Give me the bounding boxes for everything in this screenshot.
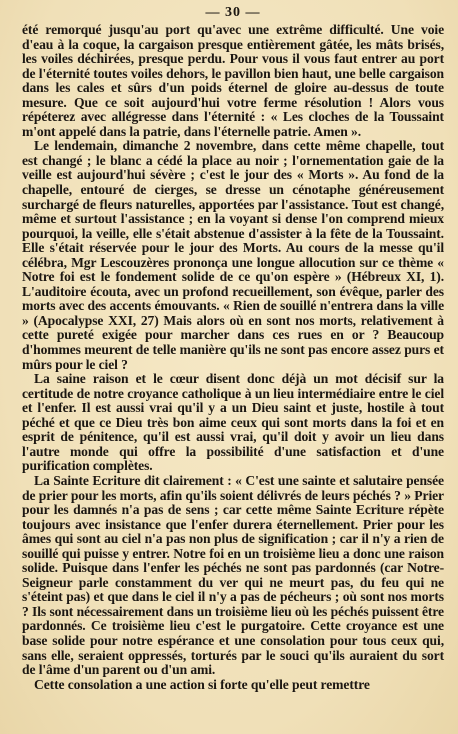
page-number: — 30 — — [205, 5, 261, 20]
paragraph-lendemain: Le lendemain, dimanche 2 novembre, dans cette même chapelle, tout est changé ; le blanc a cédé la place au noir ; l'ornementation gaie de la veille est aujourd'hui sévère ; c'est le jour des « Morts ». Au fond de la chapelle, entouré de cierges, se dresse un cénotaphe généreusement surchargé de fleurs naturelles, apportées par l'assistance. Tout est changé, même et surtout l'assistance ; en la voyant si dense l'on comprend mieux pourquoi, la veille, elle s'était abstenue d'assister à la fête de la Toussaint. Elle s'était réservée pour le jour des Morts. Au cours de la messe qu'il célébra, Mgr Lescouzères prononça une longue allocution sur ce thème « Notre foi est le fondement solide de ce qu'on espère » (Hébreux XI, 1). L'auditoire écouta, avec un profond recueillement, son évêque, parler des morts avec des accents émouvants. « Rien de souillé n'entrera dans la ville » (Apocalypse XXI, 27) Mais alors où en sont nos morts, relativement à cette pureté exigée pour marcher dans ces rues en or ? Beaucoup d'hommes meurent de telle manière qu'ils ne sont pas encore assez purs et mûrs pour le ciel ? — [22, 138, 444, 372]
paragraph-continuation: été remorqué jusqu'au port qu'avec une extrême difficulté. Une voie d'eau à la coque, la cargaison presque entièrement gâtée, les mâts brisés, les voiles déchirées, presque perdu. Pour vous il vous faut entrer au port de l'éternité toutes voiles dehors, le pavillon bien haut, une belle cargaison dans les cales et sûrs d'un poids éternel de gloire au-dessus de toute mesure. Que ce soit aujourd'hui votre ferme résolution ! Alors vous répéterez avec allégresse dans l'éternité : « Les cloches de la Toussaint m'ont appelé dans la patrie, dans l'éternelle patrie. Amen ». — [22, 22, 444, 139]
document-body — [22, 23, 444, 692]
paragraph-saine-raison: La saine raison et le cœur disent donc déjà un mot décisif sur la certitude de notre croyance catholique à un lieu intermédiaire entre le ciel et l'enfer. Il est aussi vrai qu'il y a un Dieu saint et juste, hostile à tout péché et que ce Dieu très bon aime ceux qui sont morts dans la foi et en esprit de pénitence, qu'il est aussi vrai, qu'il doit y avoir un lieu dans l'autre monde qui offre la possibilité d'une satisfaction et d'une purification complètes. — [22, 371, 444, 474]
paragraph-consolation: Cette consolation a une action si forte qu'elle peut remettre — [34, 676, 370, 692]
paragraph-sainte-ecriture: La Sainte Ecriture dit clairement : « C'est une sainte et salutaire pensée de prier pour les morts, afin qu'ils soient délivrés de leurs péchés ? » Prier pour les damnés n'a pas de sens ; car cette même Sainte Ecriture répète toujours avec insistance que l'enfer durera éternellement. Prier pour les âmes qui sont au ciel n'a pas non plus de signification ; car il n'y a rien de souillé qui puisse y entrer. Notre foi en un troisième lieu a donc une raison solide. Puisque dans l'enfer les péchés ne sont pas pardonnés (car Notre-Seigneur parle constamment du ver qui ne meurt pas, du feu qui ne s'éteint pas) et que dans le ciel il n'y a pas de pécheurs ; où sont nos morts ? Ils sont nécessairement dans un troisième lieu où les péchés puissent être pardonnés. Ce troisième lieu c'est le purgatoire. Cette croyance est une base solide pour notre espérance et une consolation pour tous ceux qui, sans elle, seraient oppressés, torturés par le souci qu'ils auraient du sort de l'âme d'un parent ou d'un ami. — [22, 472, 444, 678]
